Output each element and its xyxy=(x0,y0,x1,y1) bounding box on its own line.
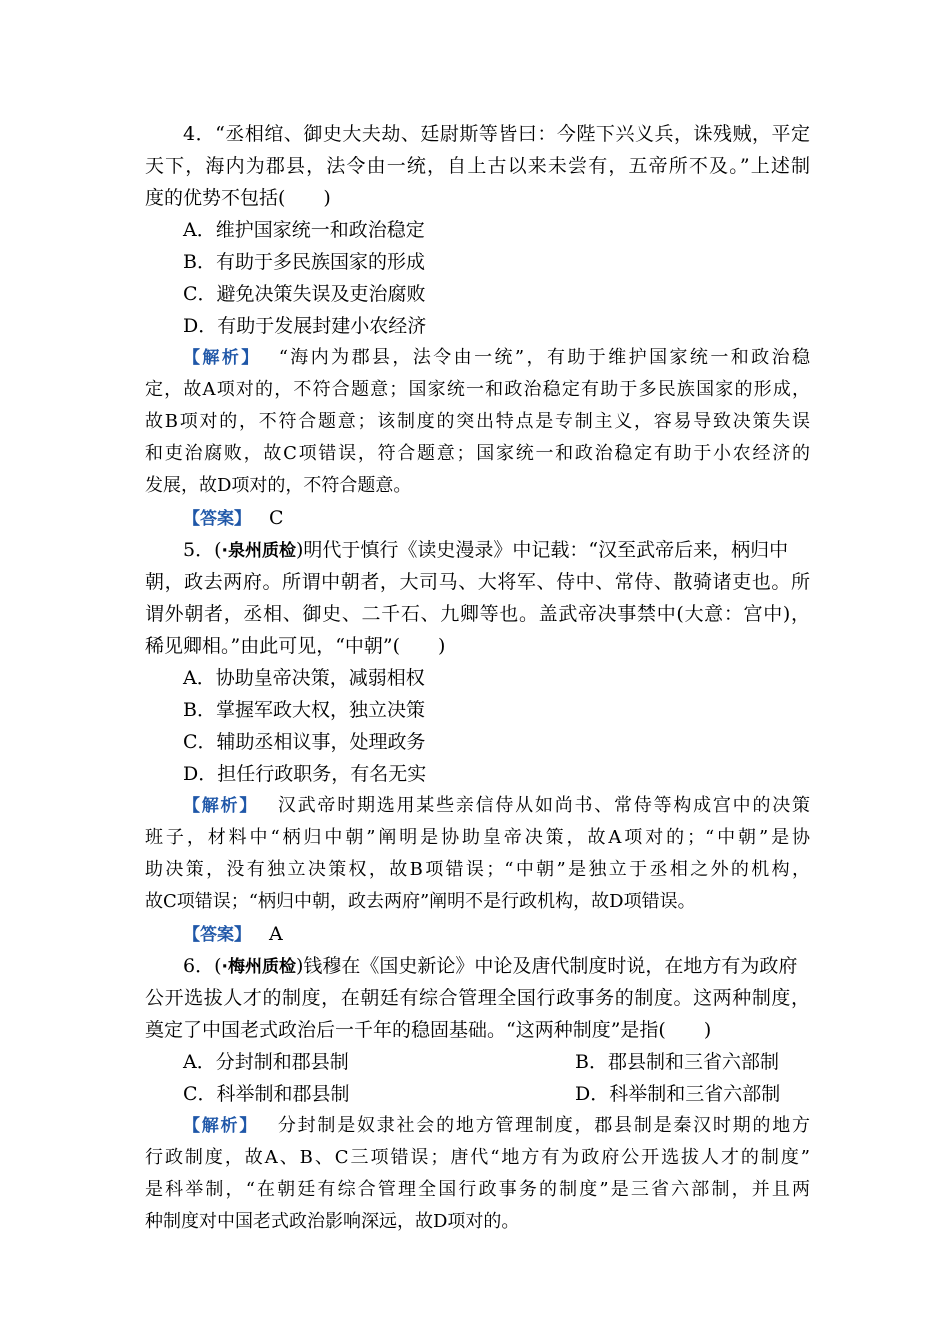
question-4-analysis-line-4: 和吏治腐败，故C项错误，符合题意；国家统一和政治稳定有助于小农经济的 xyxy=(145,443,810,464)
question-5 xyxy=(145,534,810,950)
question-4-option-c: C．避免决策失误及吏治腐败 xyxy=(183,283,426,305)
analysis-label: 【解析】 xyxy=(183,348,261,368)
question-5-option-b: B．掌握军政大权，独立决策 xyxy=(183,699,425,721)
answer-label: 【答案】 xyxy=(183,509,251,529)
question-5-stem-line-2: 朝，政去两府。所谓中朝者，大司马、大将军、侍中、常侍、散骑诸吏也。所 xyxy=(145,571,810,593)
question-4-analysis-line-2: 定，故A项对的，不符合题意；国家统一和政治稳定有助于多民族国家的形成， xyxy=(145,379,810,400)
answer-label: 【答案】 xyxy=(183,925,251,945)
analysis-text: 分封制是奴隶社会的地方管理制度，郡县制是秦汉时期的地方 xyxy=(276,1115,811,1136)
question-6-option-d: D．科举制和三省六部制 xyxy=(575,1083,781,1105)
question-4-option-d: D．有助于发展封建小农经济 xyxy=(183,315,427,337)
question-6-options-row-2 xyxy=(145,1078,810,1110)
question-source: ·梅州质检 xyxy=(221,957,296,977)
question-6-option-b: B．郡县制和三省六部制 xyxy=(575,1051,779,1073)
question-6-analysis-line-3: 是科举制，“在朝廷有综合管理全国行政事务的制度”是三省六部制，并且两 xyxy=(145,1179,810,1200)
question-stem-text: )钱穆在《国史新论》中论及唐代制度时说，在地方有为政府 xyxy=(295,955,798,977)
question-4-answer xyxy=(145,502,810,534)
question-6-analysis xyxy=(145,1110,810,1238)
analysis-text: 汉武帝时期选用某些亲信侍从如尚书、常侍等构成宫中的决策 xyxy=(276,795,811,816)
question-4-stem-line-1: 4．“丞相绾、御史大夫劫、廷尉斯等皆曰：今陛下兴义兵，诛残贼，平定 xyxy=(183,123,810,145)
question-6-analysis-line-1 xyxy=(145,1110,810,1142)
question-6-options-row-1 xyxy=(145,1046,810,1078)
question-4-option-b: B．有助于多民族国家的形成 xyxy=(183,251,425,273)
question-5-option-d: D．担任行政职务，有名无实 xyxy=(183,763,427,785)
question-4-analysis-line-3: 故B项对的，不符合题意；该制度的突出特点是专制主义，容易导致决策失误 xyxy=(145,411,810,432)
question-5-answer xyxy=(145,918,810,950)
question-6-analysis-line-2: 行政制度，故A、B、C三项错误；唐代“地方有为政府公开选拔人才的制度” xyxy=(145,1147,810,1168)
question-5-analysis-line-1 xyxy=(145,790,810,822)
question-5-analysis-line-2: 班子，材料中“柄归中朝”阐明是协助皇帝决策，故A项对的；“中朝”是协 xyxy=(145,827,810,848)
question-5-stem-line-3: 谓外朝者，丞相、御史、二千石、九卿等也。盖武帝决事禁中(大意：宫中)， xyxy=(145,603,810,625)
question-4 xyxy=(145,118,810,534)
question-5-analysis-line-3: 助决策，没有独立决策权，故B项错误；“中朝”是独立于丞相之外的机构， xyxy=(145,859,810,880)
question-5-option-c: C．辅助丞相议事，处理政务 xyxy=(183,731,426,753)
question-4-stem-line-3: 度的优势不包括( ) xyxy=(145,187,331,209)
question-6-option-c: C．科举制和郡县制 xyxy=(183,1083,350,1105)
question-6-stem-line-3: 奠定了中国老式政治后一千年的稳固基础。“这两种制度”是指( ) xyxy=(145,1019,712,1041)
question-4-analysis-line-5: 发展，故D项对的，不符合题意。 xyxy=(145,475,412,496)
question-4-analysis-line-1 xyxy=(145,342,810,374)
question-4-analysis xyxy=(145,342,810,502)
answer-value: C xyxy=(269,507,284,529)
question-source: ·泉州质检 xyxy=(221,541,296,561)
question-5-stem-line-4: 稀见卿相。”由此可见，“中朝”( ) xyxy=(145,635,446,657)
analysis-label: 【解析】 xyxy=(183,796,259,816)
question-6-option-a: A．分封制和郡县制 xyxy=(183,1051,349,1073)
question-number: 5．( xyxy=(183,539,222,561)
document-page xyxy=(145,118,810,1238)
question-5-analysis xyxy=(145,790,810,918)
answer-value: A xyxy=(269,923,283,945)
question-5-analysis-line-4: 故C项错误；“柄归中朝，政去两府”阐明不是行政机构，故D项错误。 xyxy=(145,891,696,912)
question-6-analysis-line-4: 种制度对中国老式政治影响深远，故D项对的。 xyxy=(145,1211,520,1232)
question-4-option-a: A．维护国家统一和政治稳定 xyxy=(183,219,425,241)
analysis-text: “海内为郡县，法令由一统”，有助于维护国家统一和政治稳 xyxy=(278,347,811,368)
analysis-label: 【解析】 xyxy=(183,1116,259,1136)
question-stem-text: )明代于慎行《读史漫录》中记载：“汉至武帝后来，柄归中 xyxy=(295,539,789,561)
question-6 xyxy=(145,950,810,1238)
question-6-stem-line-1 xyxy=(145,950,810,982)
question-5-option-a: A．协助皇帝决策，减弱相权 xyxy=(183,667,425,689)
question-6-stem-line-2: 公开选拔人才的制度，在朝廷有综合管理全国行政事务的制度。这两种制度， xyxy=(145,987,810,1009)
question-4-stem-line-2: 天下，海内为郡县，法令由一统，自上古以来未尝有，五帝所不及。”上述制 xyxy=(145,155,810,177)
question-number: 6．( xyxy=(183,955,222,977)
question-5-stem-line-1 xyxy=(145,534,810,566)
